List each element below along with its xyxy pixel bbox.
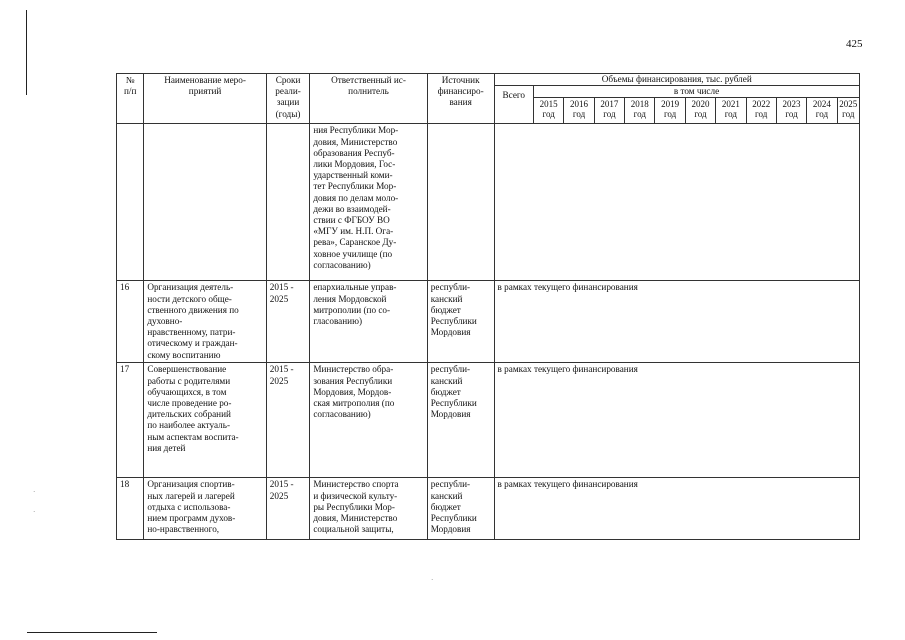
row-num: 17 (117, 363, 144, 478)
row-executor: Министерство обра- зования Республики Мордовия, Мордов- ская митрополия (по согласованию) (310, 363, 427, 478)
scan-speck: · (431, 576, 434, 584)
row-source: республи- канский бюджет Республики Мордовия (427, 281, 494, 363)
table-row (117, 124, 860, 281)
row-funding: в рамках текущего финансирования (494, 281, 859, 363)
row-name: Организация спортив- ных лагерей и лагерей отдыха с использова- нием программ духов- но-нравственного, (144, 478, 266, 540)
year-header: 2019 год (655, 98, 685, 124)
header-source: Источник финансиро- вания (427, 74, 494, 124)
scan-speck: · (33, 488, 36, 496)
header-terms: Сроки реали- зации (годы) (266, 74, 310, 124)
year-header: 2024 год (807, 98, 837, 124)
row-source: республи- канский бюджет Республики Мордовия (427, 363, 494, 478)
row-source (427, 124, 494, 281)
year-header: 2018 год (625, 98, 655, 124)
footnote-rule (27, 632, 157, 633)
year-header: 2020 год (685, 98, 715, 124)
year-header: 2017 год (594, 98, 624, 124)
header-total: Всего (494, 86, 533, 124)
row-funding: в рамках текущего финансирования (494, 363, 859, 478)
page-number: 425 (846, 38, 863, 50)
year-header: 2016 год (564, 98, 594, 124)
year-header: 2022 год (746, 98, 776, 124)
row-name: Совершенствование работы с родителями обучающихся, в том числе проведение ро- дительских собраний по наиболее актуаль- ным аспектам воспита- ния детей (144, 363, 266, 478)
margin-line (26, 10, 27, 95)
header-name: Наименование меро- приятий (144, 74, 266, 124)
row-funding: в рамках текущего финансирования (494, 478, 859, 540)
header-including: в том числе (534, 86, 860, 98)
row-terms: 2015 - 2025 (266, 478, 310, 540)
header-executor: Ответственный ис- полнитель (310, 74, 427, 124)
row-terms: 2015 - 2025 (266, 281, 310, 363)
row-name (144, 124, 266, 281)
row-source: республи- канский бюджет Республики Мордовия (427, 478, 494, 540)
header-row (117, 74, 860, 86)
row-funding (494, 124, 859, 281)
year-header: 2021 год (716, 98, 746, 124)
year-header: 2015 год (534, 98, 564, 124)
measures-table (116, 73, 860, 540)
year-header: 2023 год (776, 98, 806, 124)
table-row (117, 281, 860, 363)
header-num: № п/п (117, 74, 144, 124)
row-num: 16 (117, 281, 144, 363)
row-executor: епархиальные управ- ления Мордовской митрополии (по со- гласованию) (310, 281, 427, 363)
row-num (117, 124, 144, 281)
row-name: Организация деятель- ности детского обще- ственного движения по духовно- нравственному, патри- отическому и граждан- скому воспитанию (144, 281, 266, 363)
table-row (117, 363, 860, 478)
header-funding: Объемы финансирования, тыс. рублей (494, 74, 859, 86)
row-num: 18 (117, 478, 144, 540)
table-row (117, 478, 860, 540)
row-executor: ния Республики Мор- довия, Министерство образования Респуб- лики Мордовия, Гос- ударственный коми- тет Республики Мор- довия по делам моло- дежи во взаимодей- ствии с ФГБОУ ВО «МГУ им. Н.П. Ога- рева», Саранское Ду- ховное училище (по согласованию) (310, 124, 427, 281)
row-terms (266, 124, 310, 281)
year-header: 2025 год (837, 98, 859, 124)
row-terms: 2015 - 2025 (266, 363, 310, 478)
row-executor: Министерство спорта и физической культу- ры Республики Мор- довия, Министерство социальной защиты, (310, 478, 427, 540)
scan-speck: · (33, 508, 36, 516)
